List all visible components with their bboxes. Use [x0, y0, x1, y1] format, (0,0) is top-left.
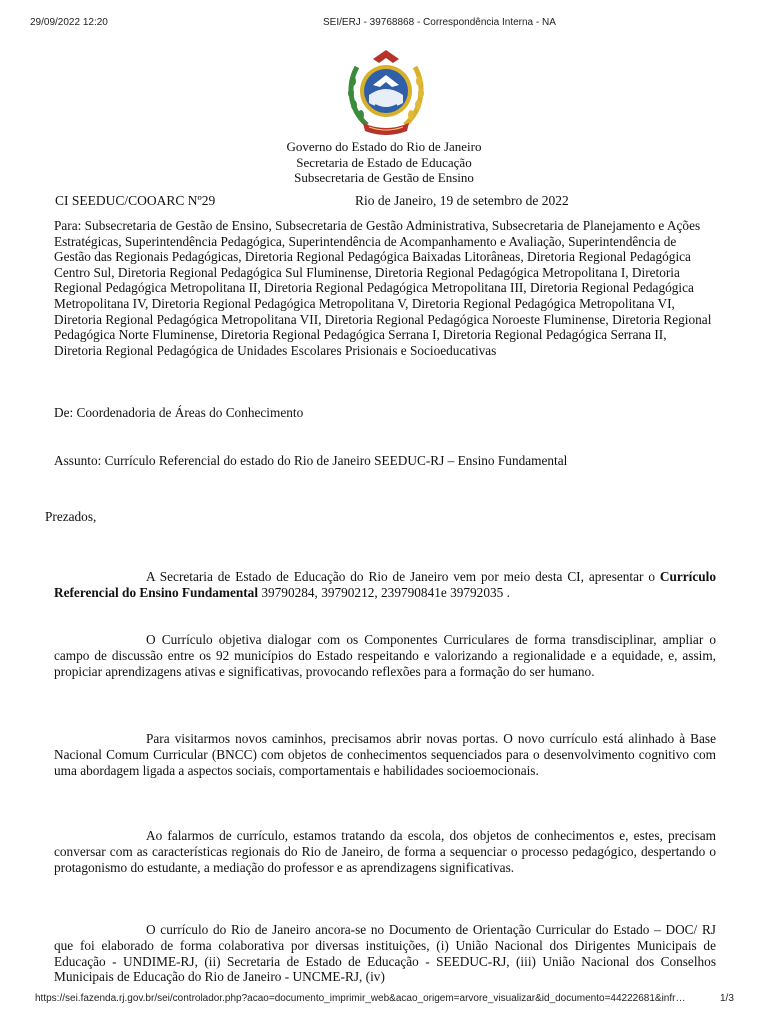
document-references: 39790284, 39790212, 239790841e 39792035 . — [258, 584, 510, 600]
recipients-paragraph: Para: Subsecretaria de Gestão de Ensino, Subsecretaria de Gestão Administrativa, Subsecretaria de Planejamento e Ações Estratégicas, Superintendência Pedagógica, Superintendência de Acompanhamento e Avaliação, Superintendência de Gestão das Regionais Pedagógicas, Diretoria Regional Pedagógica Baixadas Litorâneas, Diretoria Regional Pedagógica Centro Sul, Diretoria Regional Pedagógica Sul Fluminense, Diretoria Regional Pedagógica Metropolitana I, Diretoria Regional Pedagógica Metropolitana II, Diretoria Regional Pedagógica Metropolitana III, Diretoria Regional Pedagógica Metropolitana IV, Diretoria Regional Pedagógica Metropolitana V, Diretoria Regional Pedagógica Metropolitana VI, Diretoria Regional Pedagógica Metropolitana VII, Diretoria Regional Pedagógica Noroeste Fluminense, Diretoria Regional Pedagógica Norte Fluminense, Diretoria Regional Pedagógica Serrana I, Diretoria Regional Pedagógica Serrana II, Diretoria Regional Pedagógica de Unidades Escolares Prisionais e Socioeducativas — [54, 218, 712, 358]
print-footer — [0, 993, 768, 1007]
secretariat-name: Secretaria de Estado de Educação — [296, 154, 472, 170]
place-date: Rio de Janeiro, 19 de setembro de 2022 — [355, 193, 569, 208]
body-paragraph-3: Para visitarmos novos caminhos, precisamos abrir novas portas. O novo currículo está alinhado à Base Nacional Comum Curricular (BNCC) com objetos de conhecimentos sequenciados para o desenvolvimento cognitivo com uma abordagem ligada a aspectos sociais, comportamentais e habilidades socioemocionais. — [54, 731, 716, 778]
print-datetime: 29/09/2022 12:20 — [30, 17, 108, 28]
curriculum-title: Currículo Referencial do Ensino Fundamental — [54, 569, 716, 600]
greeting: Prezados, — [45, 509, 97, 524]
sender-paragraph: De: Coordenadoria de Áreas do Conhecimento — [54, 405, 304, 420]
body-paragraph-5: O currículo do Rio de Janeiro ancora-se no Documento de Orientação Curricular do Estado – DOC/ RJ que foi elaborado de forma colaborativa por diversas instituições, (i) União Nacional dos Dirigentes Municipais de Educação - UNDIME-RJ, (ii) Secretaria de Estado de Educação - SEEDUC-RJ, (iii) União Nacional dos Conselhos Municipais de Educação do Rio de Janeiro - UNCME-RJ, (iv) — [54, 922, 716, 985]
ci-number: CI SEEDUC/COOARC Nº29 — [55, 193, 216, 208]
print-page-title: SEI/ERJ - 39768868 - Correspondência Interna - NA — [323, 17, 556, 28]
body-paragraph-2: O Currículo objetiva dialogar com os Componentes Curriculares de forma transdisciplinar, ampliar o campo de discussão entre os 92 municípios do Estado respeitando e valorizando a regionalidade e a equidade, e, assim, propiciar aprendizagens ativas e significativas, provocando reflexões para a formação do ser humano. — [54, 632, 716, 679]
page-number: 1/3 — [720, 993, 734, 1004]
institution-header — [0, 139, 768, 186]
rio-de-janeiro-coat-of-arms-icon — [343, 47, 429, 137]
print-header — [0, 17, 768, 31]
body-paragraph-1 — [54, 569, 716, 601]
subsecretariat-name: Subsecretaria de Gestão de Ensino — [294, 170, 474, 185]
print-url: https://sei.fazenda.rj.gov.br/sei/controlador.php?acao=documento_imprimir_web&acao_origem=arvore_visualizar&id_documento=44222681&infr… — [35, 993, 686, 1004]
government-name: Governo do Estado do Rio de Janeiro — [286, 139, 482, 154]
subject-paragraph: Assunto: Currículo Referencial do estado do Rio de Janeiro SEEDUC-RJ – Ensino Fundamental — [54, 453, 568, 468]
p1-intro-text: A Secretaria de Estado de Educação do Rio de Janeiro vem por meio desta CI, apresentar o — [146, 569, 660, 584]
body-paragraph-4: Ao falarmos de currículo, estamos tratando da escola, dos objetos de conhecimentos e, estes, precisam conversar com as características regionais do Rio de Janeiro, de forma a sequenciar o processo pedagógico, despertando o protagonismo do estudante, a mediação do professor e as aprendizagens significativas. — [54, 828, 716, 875]
